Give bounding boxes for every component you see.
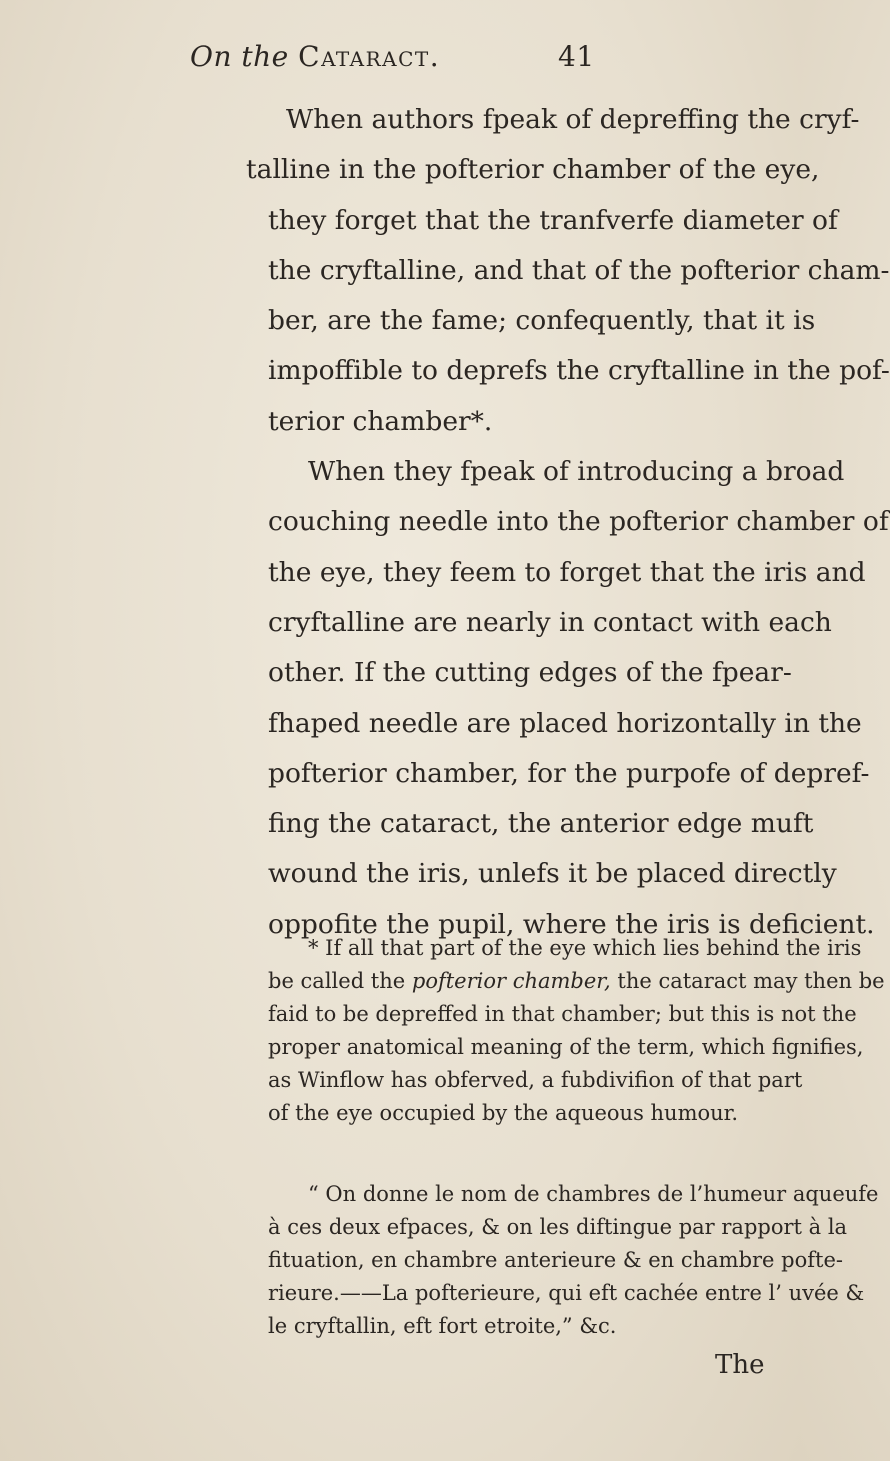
- main-line: talline in the pofterior chamber of the eye,: [246, 154, 820, 186]
- main-line: impoffible to deprefs the cryftalline in the pof-: [268, 355, 890, 387]
- footnote-line: * If all that part of the eye which lies behind the iris: [308, 936, 862, 960]
- main-line: cryftalline are nearly in contact with each: [268, 606, 832, 638]
- footnote-line: as Winflow has obferved, a fubdivifion of that part: [268, 1068, 803, 1092]
- quote-line: “ On donne le nom de chambres de l’humeur aqueufe: [308, 1182, 879, 1206]
- main-line: the eye, they feem to forget that the iris and: [268, 556, 866, 588]
- running-title-smallcaps: Cataract.: [298, 40, 441, 73]
- catchword: The: [715, 1350, 765, 1380]
- running-title-prefix: On the: [190, 40, 299, 73]
- main-line: When they fpeak of introducing a broad: [308, 456, 845, 488]
- footnote: [268, 932, 885, 1130]
- main-line: oppofite the pupil, where the iris is deficient.: [268, 908, 875, 940]
- footnote-text: be called the: [268, 969, 412, 993]
- main-text: [246, 95, 890, 950]
- quote-line: à ces deux efpaces, & on les diftingue par rapport à la: [268, 1215, 848, 1239]
- main-line: When authors fpeak of depreffing the cryf-: [286, 104, 860, 135]
- main-line: ber, are the fame; confequently, that it is: [268, 305, 816, 337]
- quote-line: le cryftallin, eft fort etroite,” &c.: [268, 1314, 617, 1338]
- footnote-line: of the eye occupied by the aqueous humour.: [268, 1101, 739, 1125]
- main-line: fhaped needle are placed horizontally in the: [268, 707, 862, 739]
- main-line: terior chamber*.: [268, 405, 493, 437]
- running-title: [190, 40, 440, 73]
- quote-line: fituation, en chambre anterieure & en chambre pofte-: [268, 1248, 843, 1272]
- main-line: they forget that the tranfverfe diameter of: [268, 204, 838, 236]
- main-line: couching needle into the pofterior chamber of: [268, 506, 889, 538]
- main-line: wound the iris, unlefs it be placed directly: [268, 858, 837, 890]
- page-number: 41: [558, 40, 595, 73]
- main-line: pofterior chamber, for the purpofe of depref-: [268, 757, 870, 789]
- footnote-line: proper anatomical meaning of the term, which fignifies,: [268, 1035, 864, 1059]
- footnote-emphasis: pofterior chamber,: [411, 969, 611, 993]
- main-line: other. If the cutting edges of the fpear-: [268, 657, 792, 689]
- french-quotation: [268, 1178, 879, 1343]
- main-line: the cryftalline, and that of the pofterior cham-: [268, 254, 890, 286]
- footnote-line: faid to be depreffed in that chamber; but this is not the: [268, 1002, 857, 1026]
- running-header: [190, 40, 750, 80]
- main-line: fing the cataract, the anterior edge muft: [268, 808, 814, 840]
- quote-line: rieure.——La pofterieure, qui eft cachée entre l’ uvée &: [268, 1281, 865, 1305]
- footnote-text: the cataract may then be: [610, 969, 885, 993]
- footnote-line: [268, 965, 885, 998]
